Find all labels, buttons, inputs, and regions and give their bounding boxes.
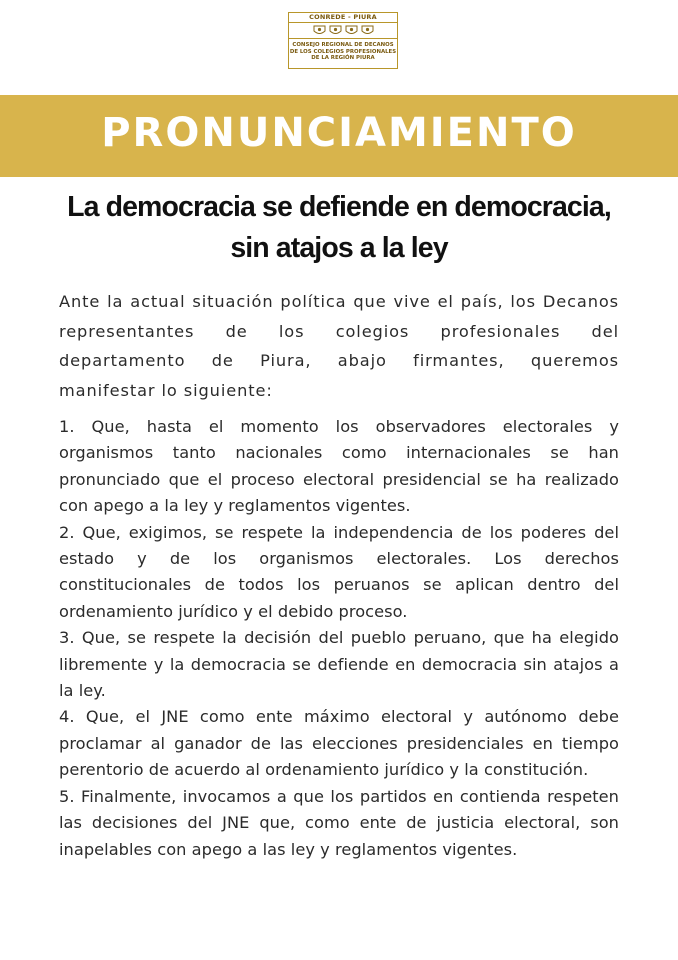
logo-seals [289, 23, 397, 39]
subtitle-line: La democracia se defiende en democracia, [67, 191, 611, 223]
subtitle [20, 187, 658, 269]
logo-line: DE LA REGIÓN PIURA [311, 55, 375, 61]
logo-top-text: CONREDE - PIURA [289, 13, 397, 23]
list-item: 5. Finalmente, invocamos a que los partidos en contienda respeten las decisiones del JNE que, como ente de justicia electoral, son inapelables con apego a las ley y reglamentos vigentes. [59, 786, 619, 859]
conrede-logo [288, 12, 398, 69]
seal-icon [313, 25, 326, 36]
logo-line: CONSEJO REGIONAL DE DECANOS [292, 42, 394, 48]
list-item: 4. Que, el JNE como ente máximo electoral y autónomo debe proclamar al ganador de las elecciones presidenciales en tiempo perentorio de acuerdo al ordenamiento jurídico y la constitución. [59, 707, 619, 780]
list-item: 1. Que, hasta el momento los observadores electorales y organismos tanto nacionales como internacionales se han pronunciado que el proceso electoral presidencial se ha realizado con apego a la ley y reglamentos vigentes. [59, 417, 619, 516]
seal-icon [345, 25, 358, 36]
intro-paragraph: Ante la actual situación política que vive el país, los Decanos representantes de los colegios profesionales del departamento de Piura, abajo firmantes, queremos manifestar lo siguiente: [59, 292, 619, 400]
seal-icon [329, 25, 342, 36]
page-title: PRONUNCIAMIENTO [101, 110, 577, 156]
list-item: 3. Que, se respete la decisión del pueblo peruano, que ha elegido libremente y la democracia se defiende en democracia sin atajos a la ley. [59, 628, 619, 701]
logo-text [289, 39, 397, 62]
points-list [59, 414, 619, 863]
title-banner [0, 95, 678, 177]
list-item: 2. Que, exigimos, se respete la independencia de los poderes del estado y de los organismos electorales. Los derechos constitucionales de todos los peruanos se aplican dentro del ordenamiento jurídico y el debido proceso. [59, 522, 619, 621]
seal-icon [361, 25, 374, 36]
subtitle-line: sin atajos a la ley [230, 232, 448, 264]
logo-line: DE LOS COLEGIOS PROFESIONALES [289, 48, 397, 55]
